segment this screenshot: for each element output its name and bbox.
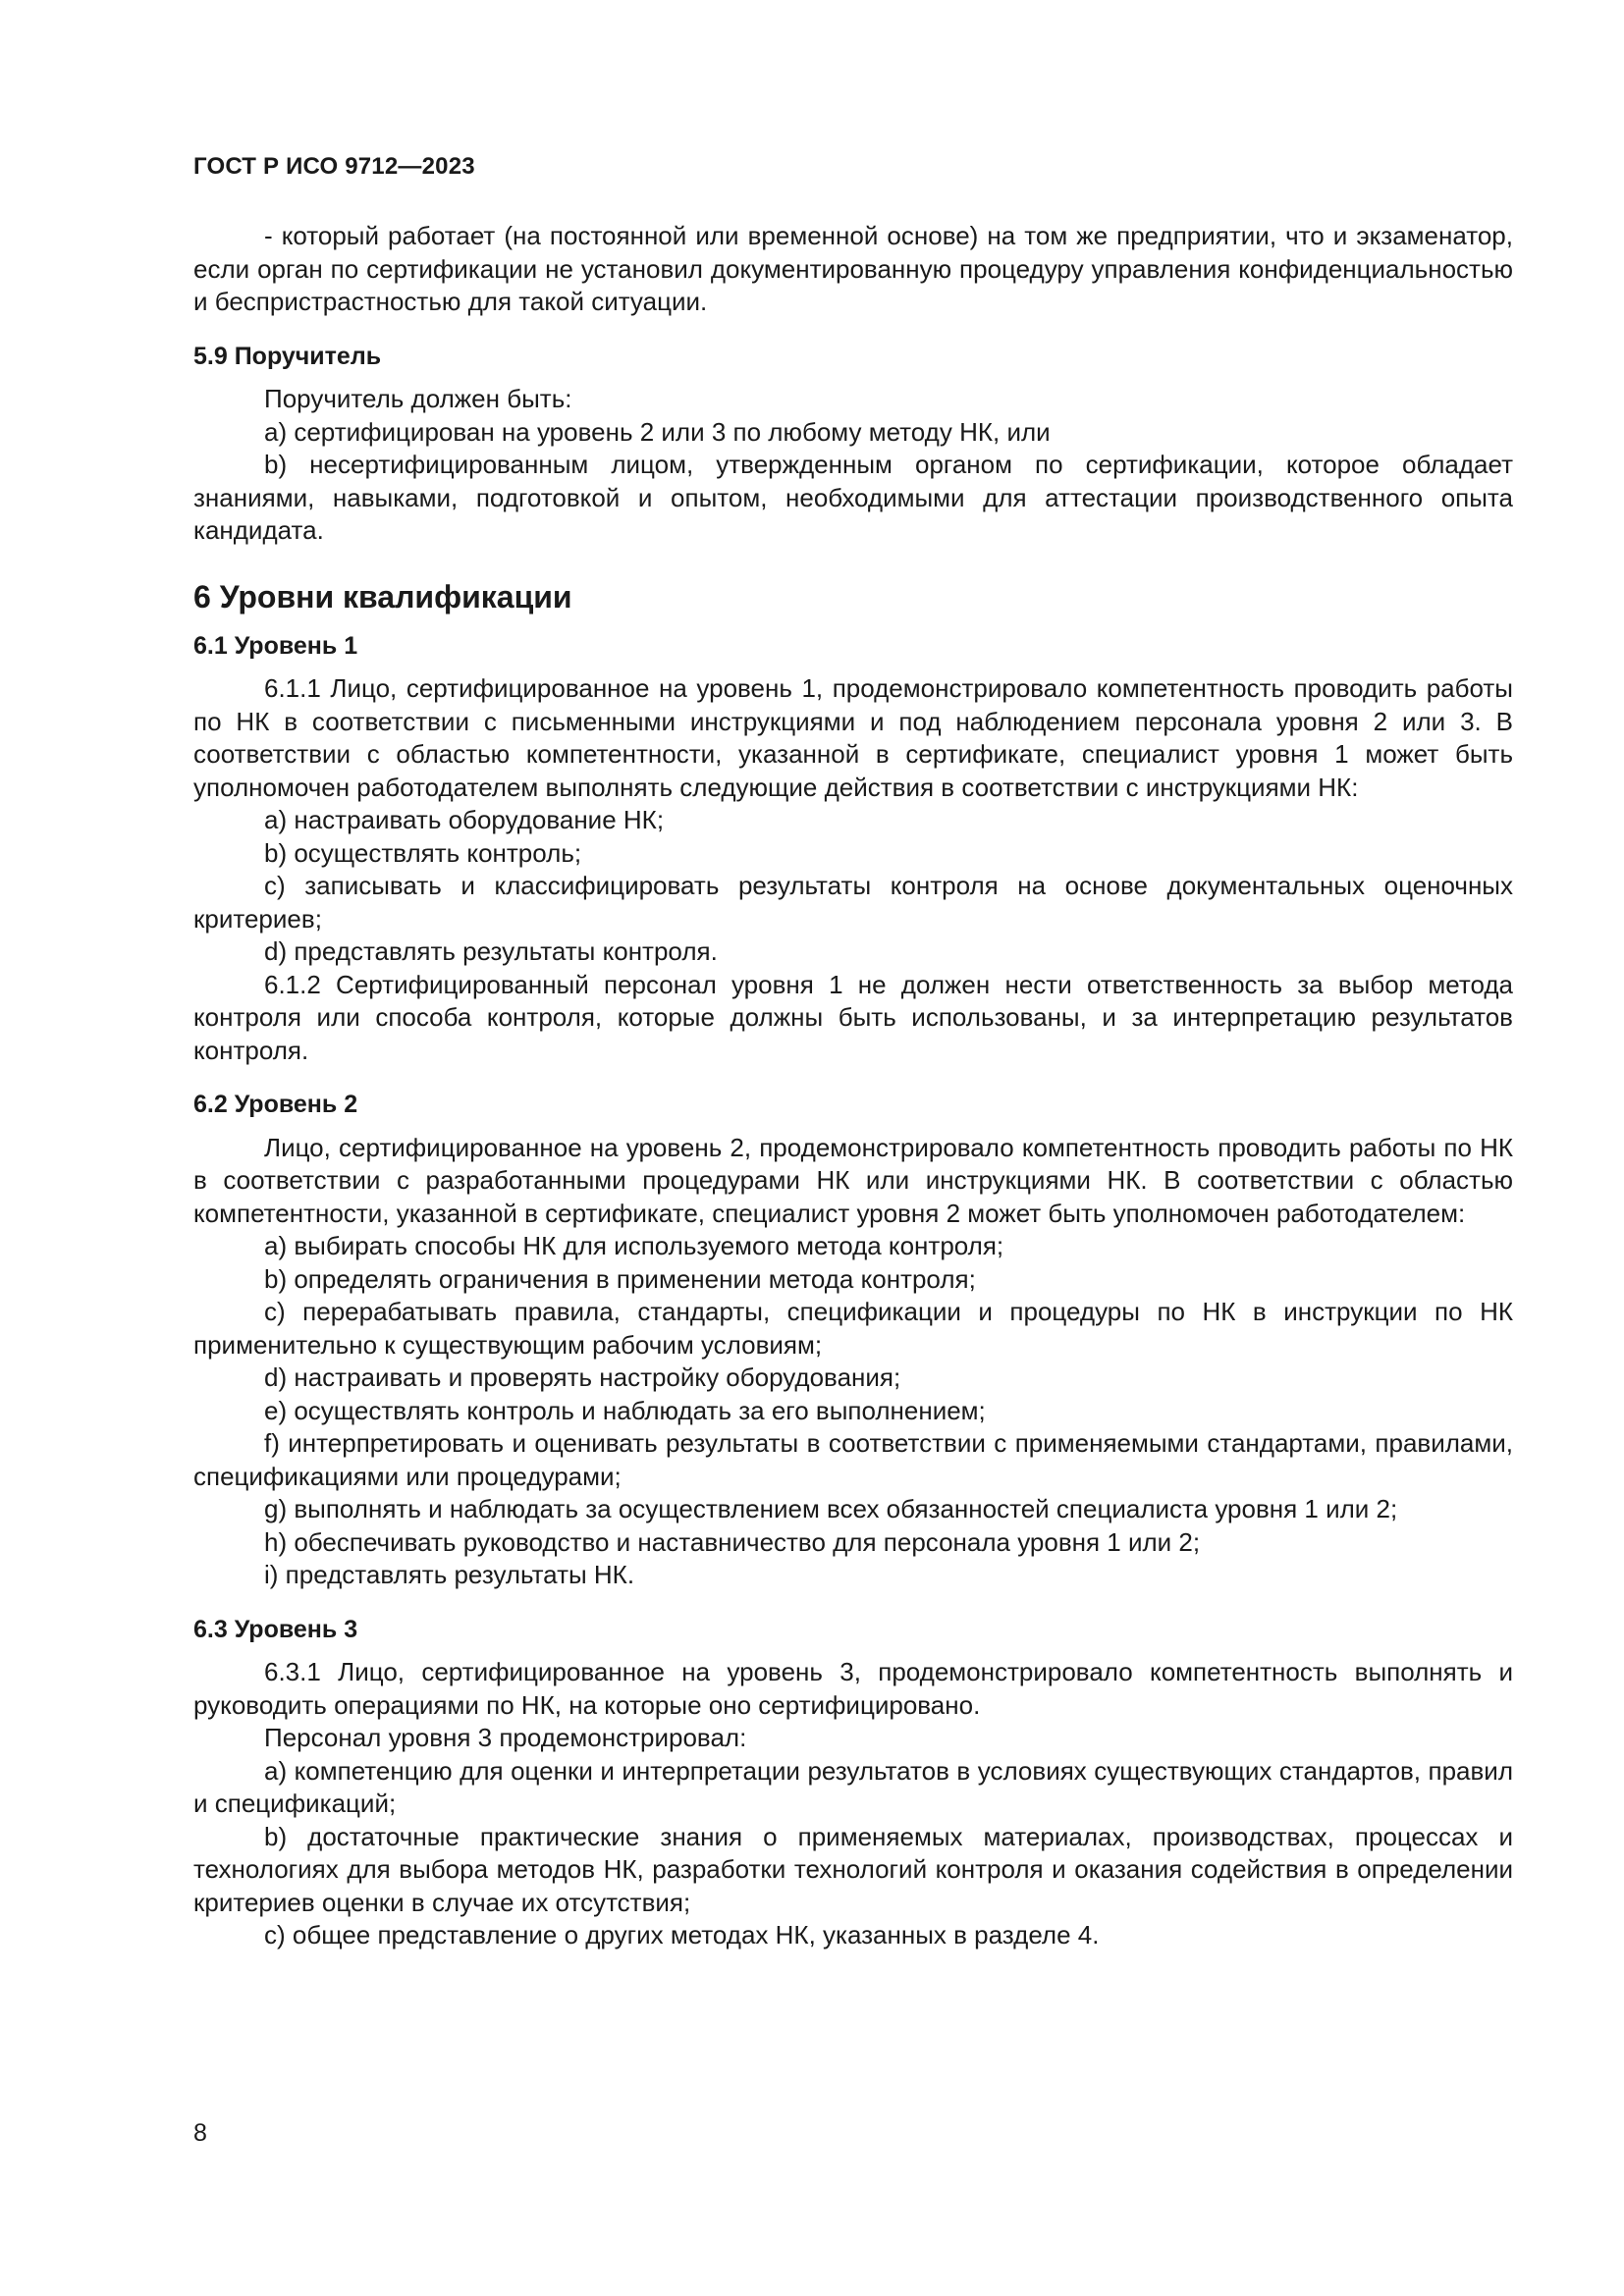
list-item: e) осуществлять контроль и наблюдать за его выполнением; xyxy=(264,1395,986,1425)
section-title-6: 6 Уровни квалификации xyxy=(193,578,572,614)
document-body xyxy=(193,220,1513,1952)
dash-item: - который работает (на постоянной или временной основе) на том же предприятии, что и экзаменатор, если орган по сертификации не установил документированную процедуру управления конфиденциальностью и беспристрастностью для такой ситуации. xyxy=(193,221,1513,316)
paragraph-6-1-2: 6.1.2 Сертифицированный персонал уровня 1 не должен нести ответственность за выбор метода контроля или способа контроля, которые должны быть использованы, и за интерпретацию результатов контроля. xyxy=(193,969,1513,1065)
list-item: g) выполнять и наблюдать за осуществлением всех обязанностей специалиста уровня 1 или 2; xyxy=(264,1494,1398,1523)
list-item: c) перерабатывать правила, стандарты, спецификации и процедуры по НК в инструкции по НК применительно к существующим рабочим условиям; xyxy=(193,1297,1513,1360)
paragraph-6-1-1: 6.1.1 Лицо, сертифицированное на уровень 1, продемонстрировало компетентность проводить работы по НК в соответствии с письменными инструкциями и под наблюдением персонала уровня 2 или 3. В соответствии с областью компетентности, указанной в сертификате, специалист уровня 1 может быть уполномочен работодателем выполнять следующие действия в соответствии с инструкциями НК: xyxy=(193,673,1513,802)
list-item: i) представлять результаты НК. xyxy=(264,1560,635,1589)
paragraph: Поручитель должен быть: xyxy=(264,384,572,413)
list-item: a) сертифицирован на уровень 2 или 3 по любому методу НК, или xyxy=(264,416,1051,447)
list-item: b) достаточные практические знания о применяемых материалах, производствах, процессах и технологиях для выбора методов НК, разработки технологий контроля и оказания содействия в определении критериев оценки в случае их отсутствия; xyxy=(193,1821,1513,1917)
section-title-6-2: 6.2 Уровень 2 xyxy=(193,1091,358,1118)
list-item: f) интерпретировать и оценивать результаты в соответствии с применяемыми стандартами, правилами, спецификациями или процедурами; xyxy=(193,1428,1513,1491)
paragraph: Лицо, сертифицированное на уровень 2, продемонстрировало компетентность проводить работы по НК в соответствии с разработанными процедурами НК или инструкциями НК. В соответствии с областью компетентности, указанной в сертификате, специалист уровня 2 может быть уполномочен работодателем: xyxy=(193,1132,1513,1228)
list-item: b) определять ограничения в применении метода контроля; xyxy=(264,1263,976,1294)
list-item: a) настраивать оборудование НК; xyxy=(264,805,665,834)
list-item: c) записывать и классифицировать результаты контроля на основе документальных оценочных критериев; xyxy=(193,871,1513,934)
list-item: d) представлять результаты контроля. xyxy=(264,936,718,966)
page-number: 8 xyxy=(193,2119,207,2147)
document-header: ГОСТ Р ИСО 9712—2023 xyxy=(193,153,475,180)
paragraph: Персонал уровня 3 продемонстрировал: xyxy=(264,1723,747,1752)
list-item: b) несертифицированным лицом, утвержденным органом по сертификации, которое обладает знаниями, навыками, подготовкой и опытом, необходимыми для аттестации производственного опыта кандидата. xyxy=(193,450,1513,545)
paragraph-6-3-1: 6.3.1 Лицо, сертифицированное на уровень 3, продемонстрировало компетентность выполнять и руководить операциями по НК, на которые оно сертифицировано. xyxy=(193,1657,1513,1720)
section-title-5-9: 5.9 Поручитель xyxy=(193,342,382,370)
section-title-6-3: 6.3 Уровень 3 xyxy=(193,1615,358,1643)
list-item: h) обеспечивать руководство и наставничество для персонала уровня 1 или 2; xyxy=(264,1526,1201,1557)
list-item: b) осуществлять контроль; xyxy=(264,837,582,868)
list-item: c) общее представление о других методах НК, указанных в разделе 4. xyxy=(264,1920,1100,1949)
list-item: d) настраивать и проверять настройку оборудования; xyxy=(264,1362,901,1392)
list-item: a) компетенцию для оценки и интерпретации результатов в условиях существующих стандартов, правил и спецификаций; xyxy=(193,1755,1513,1818)
section-title-6-1: 6.1 Уровень 1 xyxy=(193,631,358,660)
list-item: a) выбирать способы НК для используемого метода контроля; xyxy=(264,1231,1004,1260)
